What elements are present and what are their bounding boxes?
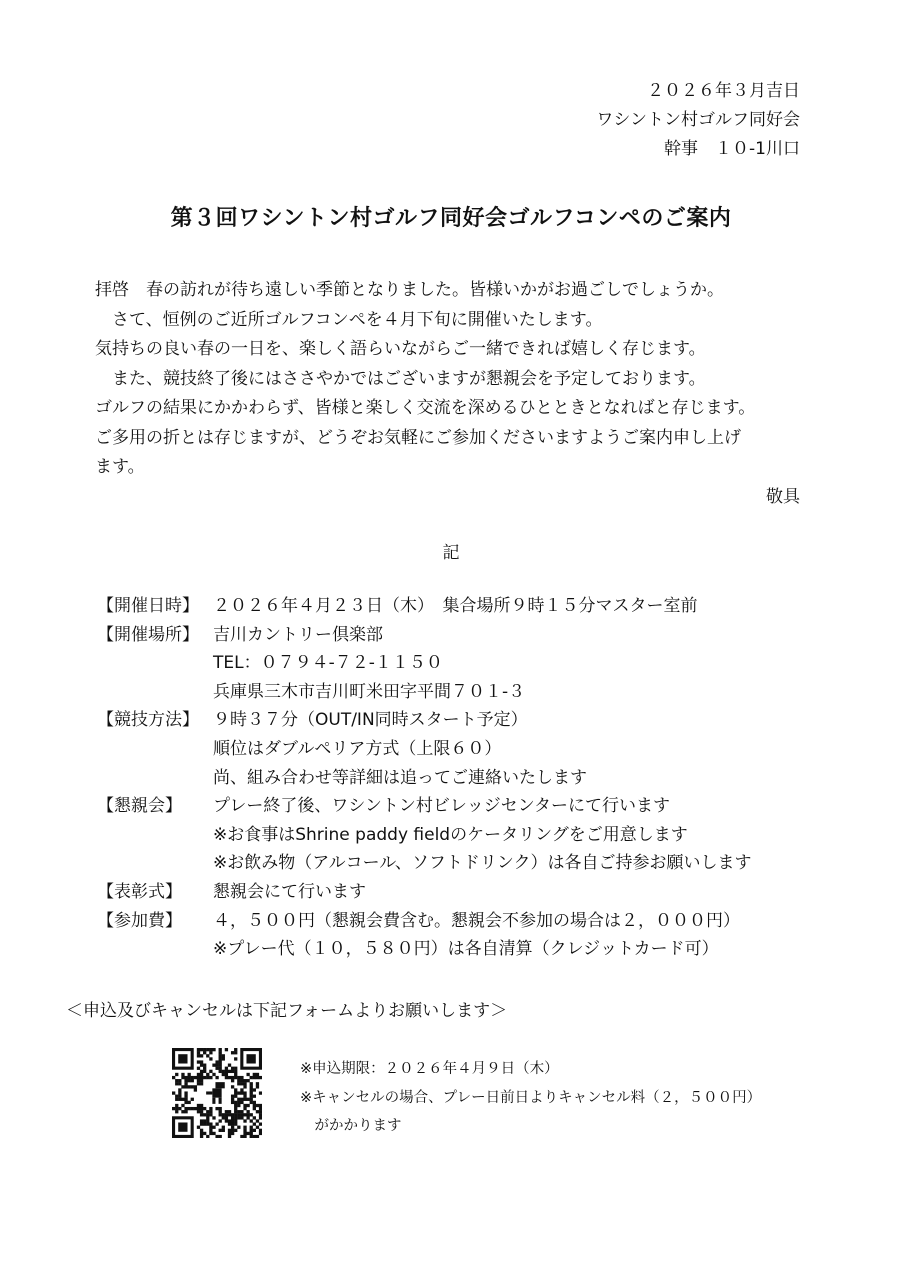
document-title: 第３回ワシントン村ゴルフ同好会ゴルフコンペのご案内: [170, 206, 732, 231]
detail-label: [97, 935, 213, 964]
detail-value: ２０２６年４月２３日（木） 集合場所９時１５分マスター室前: [213, 596, 698, 616]
body-line: さて、恒例のご近所ゴルフコンペを４月下旬に開催いたします。: [95, 309, 603, 330]
detail-value: ※プレー代（１０，５８０円）は各自清算（クレジットカード可）: [213, 939, 719, 960]
detail-value: TEL：０７９４-７２-１１５０: [213, 653, 443, 674]
detail-value: ９時３７分（OUT/IN同時スタート予定）: [213, 710, 528, 731]
detail-row: [97, 764, 817, 793]
header-block: [596, 77, 800, 164]
event-details: [97, 592, 817, 964]
cancel-fee-line: ※キャンセルの場合、プレー日前日よりキャンセル料（２，５００円）: [300, 1089, 762, 1106]
detail-row: [97, 878, 817, 907]
issue-date: ２０２６年３月吉日: [647, 81, 800, 101]
detail-label: [97, 735, 213, 764]
detail-row: [97, 907, 817, 936]
detail-value: 順位はダブルペリア方式（上限６０）: [213, 738, 502, 759]
detail-label: 【競技方法】: [97, 710, 199, 731]
deadline-line: ※申込期限：２０２６年４月９日（木）: [300, 1061, 559, 1077]
ki-heading: 記: [442, 543, 460, 563]
organization-name: ワシントン村ゴルフ同好会: [596, 110, 800, 130]
detail-row: [97, 821, 817, 850]
body-line: 拝啓 春の訪れが待ち遠しい季節となりました。皆様いかがお過ごしでしょうか。: [95, 280, 724, 300]
cancel-fee-line-cont: がかかります: [300, 1118, 402, 1134]
body-line: ます。: [95, 457, 145, 477]
detail-value: プレー終了後、ワシントン村ビレッジセンターにて行います: [213, 796, 671, 817]
detail-row: [97, 706, 817, 735]
detail-label: 【表彰式】: [97, 881, 182, 902]
detail-value: ４，５００円（懇親会費含む。懇親会不参加の場合は２，０００円）: [213, 910, 740, 931]
letter-body: [95, 276, 815, 483]
deadline-notes: [300, 1055, 761, 1141]
detail-row: [97, 735, 817, 764]
detail-value: 兵庫県三木市吉川町米田字平間７０１-３: [213, 681, 526, 702]
detail-value: 尚、組み合わせ等詳細は追ってご連絡いたします: [213, 767, 587, 788]
detail-label: [97, 849, 213, 878]
detail-row: [97, 621, 817, 650]
detail-row: [97, 678, 817, 707]
body-line: また、競技終了後にはささやかではございますが懇親会を予定しております。: [95, 368, 706, 389]
detail-label: 【参加費】: [97, 910, 182, 931]
application-note: ＜申込及びキャンセルは下記フォームよりお願いします＞: [66, 1001, 508, 1021]
detail-value: ※お食事はShrine paddy fieldのケータリングをご用意します: [213, 824, 688, 845]
detail-label: 【開催日時】: [97, 596, 199, 616]
detail-label: [97, 649, 213, 678]
detail-label: [97, 821, 213, 850]
detail-label: [97, 678, 213, 707]
qr-code-icon: [172, 1048, 262, 1138]
body-line: ゴルフの結果にかかわらず、皆様と楽しく交流を深めるひとときとなればと存じます。: [95, 398, 756, 418]
body-line: 気持ちの良い春の一日を、楽しく語らいながらご一緒できれば嬉しく存じます。: [95, 339, 706, 359]
detail-value: 吉川カントリー倶楽部: [213, 624, 383, 645]
detail-label: [97, 764, 213, 793]
detail-label: 【懇親会】: [97, 796, 182, 817]
detail-row: [97, 935, 817, 964]
detail-row: [97, 649, 817, 678]
detail-value: 懇親会にて行います: [213, 881, 366, 902]
detail-row: [97, 792, 817, 821]
organizer-name: 幹事 １０-1川口: [664, 139, 800, 159]
detail-row: [97, 849, 817, 878]
qr-code[interactable]: [172, 1048, 262, 1138]
body-line: ご多用の折とは存じますが、どうぞお気軽にご参加くださいますようご案内申し上げ: [95, 427, 741, 448]
closing-word: 敬具: [766, 487, 800, 507]
detail-row: [97, 592, 817, 621]
detail-value: ※お飲み物（アルコール、ソフトドリンク）は各自ご持参お願いします: [213, 853, 752, 874]
detail-label: 【開催場所】: [97, 624, 199, 645]
